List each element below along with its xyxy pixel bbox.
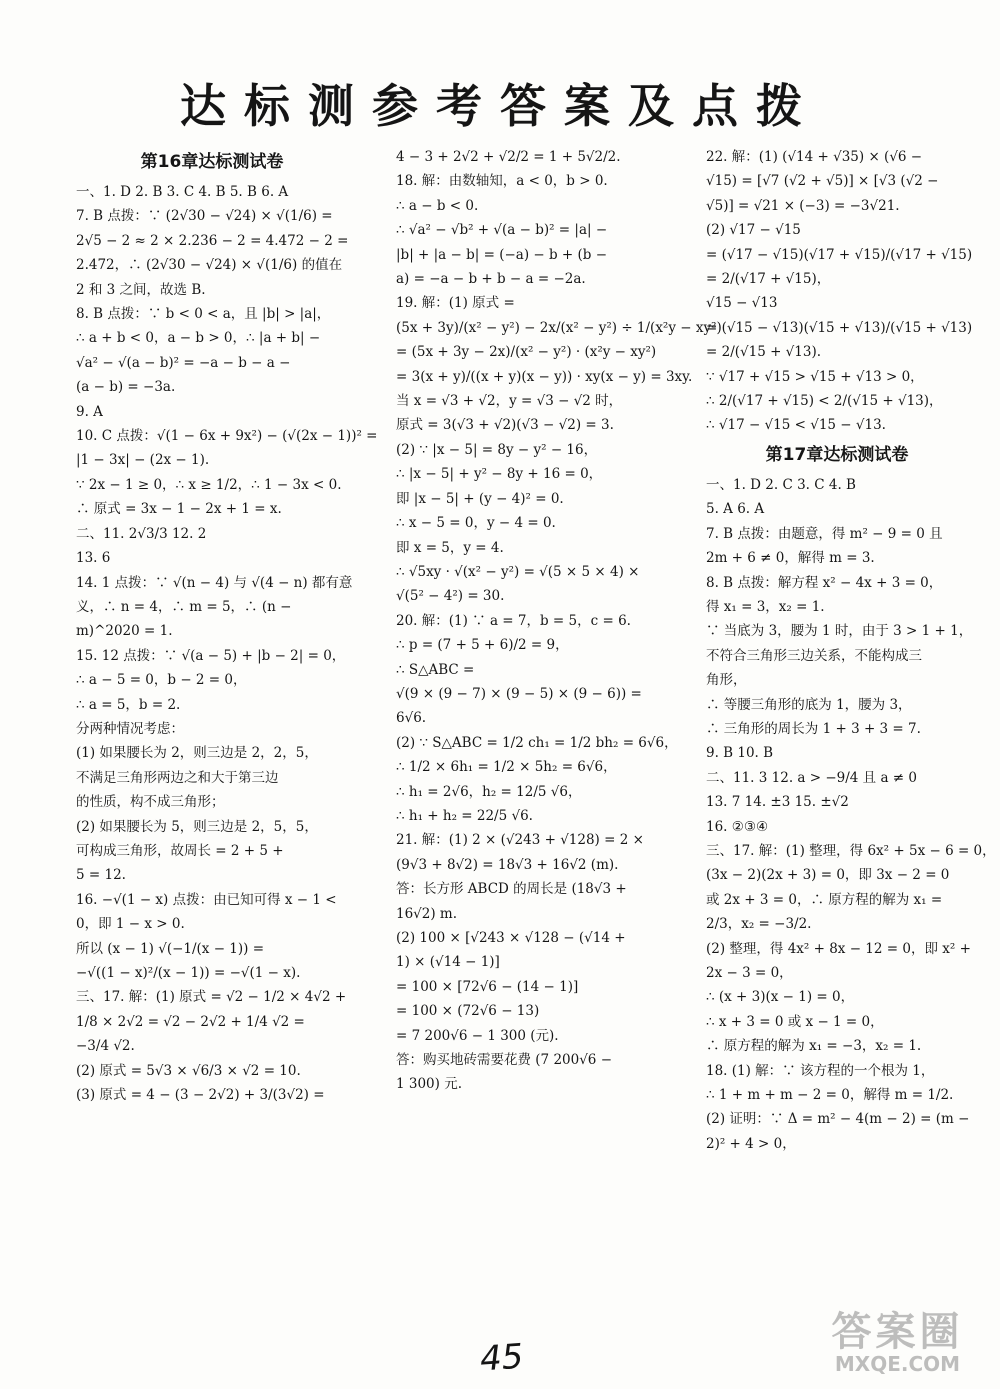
answer-line: √15 − √13 [706, 295, 778, 312]
answer-line: 答：购买地砖需要花费 (7 200√6 − [396, 1052, 612, 1069]
answer-line: |b| + |a − b| = (−a) − b + (b − [396, 246, 608, 263]
answer-line: ∴ h₁ = 2√6，h₂ = 12/5 √6， [396, 783, 582, 800]
answer-line: 8. B 点拨：∵ b < 0 < a，且 |b| > |a|， [76, 306, 331, 323]
answer-line: 可构成三角形，故周长 = 2 + 5 + [76, 842, 284, 859]
answer-line: ∵ 2x − 1 ≥ 0，∴ x ≥ 1/2，∴ 1 − 3x < 0. [76, 476, 342, 493]
answer-line: ∴ 原式 = 3x − 1 − 2x + 1 = x. [76, 501, 282, 518]
answer-line: m)^2020 = 1. [76, 623, 173, 640]
answer-line: ∴ 三角形的周长为 1 + 3 + 3 = 7. [706, 720, 921, 737]
answer-line: 1) × (√14 − 1)] [396, 954, 500, 971]
answer-line: 2√5 − 2 ≈ 2 × 2.236 − 2 = 4.472 − 2 = [76, 232, 349, 249]
answer-line: ∴ 2/(√17 + √15) < 2/(√15 + √13)， [706, 393, 943, 410]
answer-line: 2/3，x₂ = −3/2. [706, 916, 812, 933]
answer-line: 14. 1 点拨：∵ √(n − 4) 与 √(4 − n) 都有意 [76, 574, 353, 591]
answer-line: 5 = 12. [76, 867, 126, 884]
answer-line: = (√15 − √13)(√15 + √13)/(√15 + √13) [706, 319, 973, 336]
answer-line: 20. 解：(1) ∵ a = 7，b = 5，c = 6. [396, 612, 631, 629]
answer-line: = 100 × (72√6 − 13) [396, 1003, 540, 1020]
answer-line: 不满足三角形两边之和大于第三边 [76, 769, 279, 786]
answer-line: 即 |x − 5| + (y − 4)² = 0. [396, 490, 564, 507]
answer-line: 6√6. [396, 710, 427, 727]
answer-line: 或 2x + 3 = 0，∴ 原方程的解为 x₁ = [706, 891, 943, 908]
answer-line: 一、1. D 2. C 3. C 4. B [706, 476, 856, 493]
answer-line: 19. 解：(1) 原式 = [396, 295, 515, 312]
answer-line: 22. 解：(1) (√14 + √35) × (√6 − [706, 149, 923, 165]
page-number: 45 [478, 1336, 525, 1380]
answer-line: 1 300) 元. [396, 1076, 462, 1093]
answer-line: (1) 如果腰长为 2，则三边是 2，2，5， [76, 745, 318, 762]
answer-line: 答：长方形 ABCD 的周长是 (18√3 + [396, 881, 627, 898]
answer-line: 16. ②③④ [706, 818, 769, 835]
answer-line: 二、11. 3 12. a > −9/4 且 a ≠ 0 [706, 769, 917, 786]
answer-line: ∵ √17 + √15 > √15 + √13 > 0， [706, 368, 924, 385]
answer-line: ∴ 1/2 × 6h₁ = 1/2 × 5h₂ = 6√6， [396, 759, 617, 776]
answer-line: (2) ∵ S△ABC = 1/2 ch₁ = 1/2 bh₂ = 6√6， [396, 734, 678, 751]
answer-line: 2x − 3 = 0， [706, 965, 793, 981]
answer-line: 10. C 点拨：√(1 − 6x + 9x²) − (√(2x − 1))² = [76, 428, 378, 445]
answer-line: 9. A [76, 403, 103, 420]
answer-line: (a − b) = −3a. [76, 379, 176, 396]
answer-line: (2) √17 − √15 [706, 222, 801, 239]
answer-line: 分两种情况考虑： [76, 720, 184, 737]
answer-line: ∴ √a² − √b² + √(a − b)² = |a| − [396, 222, 608, 239]
answer-line: (2) 原式 = 5√3 × √6/3 × √2 = 10. [76, 1062, 301, 1079]
answer-line: ∴ 原方程的解为 x₁ = −3，x₂ = 1. [706, 1038, 922, 1055]
answer-line: 7. B 点拨：由题意，得 m² − 9 = 0 且 [706, 525, 943, 542]
answer-line: 18. 解：由数轴知，a < 0，b > 0. [396, 173, 608, 190]
answer-line: ∴ 1 + m + m − 2 = 0，解得 m = 1/2. [706, 1087, 954, 1104]
answer-line: 所以 (x − 1) √(−1/(x − 1)) = [76, 940, 265, 957]
answer-line: 16√2) m. [396, 905, 458, 922]
answer-line: (3) 原式 = 4 − (3 − 2√2) + 3/(3√2) = [76, 1087, 325, 1104]
answer-line: ∴ h₁ + h₂ = 22/5 √6. [396, 807, 533, 824]
answer-line: = (√17 − √15)(√17 + √15)/(√17 + √15) [706, 246, 973, 263]
answer-line: = 2/(√15 + √13). [706, 344, 822, 361]
answer-line: (2) 整理，得 4x² + 8x − 12 = 0，即 x² + [706, 940, 971, 957]
section-heading: 第17章达标测试卷 [765, 444, 909, 465]
answer-line: √(9 × (9 − 7) × (9 − 5) × (9 − 6)) = [396, 685, 642, 702]
answer-line: 13. 7 14. ±3 15. ±√2 [706, 794, 849, 811]
answer-line: ∴ a − 5 = 0，b − 2 = 0， [76, 672, 247, 689]
answer-line: √a² − √(a − b)² = −a − b − a − [76, 354, 291, 371]
answer-line: 13. 6 [76, 550, 111, 567]
answer-line: 的性质，构不成三角形； [76, 794, 225, 811]
answer-line: = (5x + 3y − 2x)/(x² − y²) · (x²y − xy²) [396, 344, 657, 361]
answer-line: ∴ |x − 5| + y² − 8y + 16 = 0， [396, 466, 603, 483]
answer-line: = 2/(√17 + √15)， [706, 271, 831, 288]
answer-line: ∴ a − b < 0. [396, 197, 479, 214]
answer-line: ∴ √5xy · √(x² − y²) = √(5 × 5 × 4) × [396, 563, 640, 580]
answer-line: ∴ S△ABC = [396, 661, 475, 678]
answer-line: (2) 证明：∵ Δ = m² − 4(m − 2) = (m − [706, 1111, 970, 1128]
answer-line: ∴ a + b < 0，a − b > 0，∴ |a + b| − [76, 330, 321, 347]
answer-line: ∴ (x + 3)(x − 1) = 0， [706, 989, 855, 1006]
answer-line: 角形， [706, 672, 747, 689]
answer-column-1 [76, 145, 378, 1107]
answer-line: ∵ 当底为 3，腰为 1 时，由于 3 > 1 + 1， [706, 623, 973, 640]
answer-line: = 100 × [72√6 − (14 − 1)] [396, 978, 579, 995]
answer-line: 义，∴ n = 4，∴ m = 5，∴ (n − [76, 598, 292, 615]
answer-line: = 3(x + y)/((x + y)(x − y)) · xy(x − y) = 3xy. [396, 368, 693, 385]
answer-line: 0，即 1 − x > 0. [76, 916, 185, 933]
section-heading: 第16章达标测试卷 [140, 152, 284, 172]
answer-line: (9√3 + 8√2) = 18√3 + 16√2 (m). [396, 856, 619, 873]
answer-line: 2m + 6 ≠ 0，解得 m = 3. [706, 550, 875, 567]
answer-line: 当 x = √3 + √2，y = √3 − √2 时， [396, 393, 623, 410]
answer-line: (2) 100 × [√243 × √128 − (√14 + [396, 930, 626, 946]
answer-line: 2 和 3 之间，故选 B. [76, 281, 206, 298]
answer-line: 15. 12 点拨：∵ √(a − 5) + |b − 2| = 0， [76, 647, 346, 664]
answer-line: 三、17. 解：(1) 原式 = √2 − 1/2 × 4√2 + [76, 989, 347, 1006]
answer-line: (5x + 3y)/(x² − y²) − 2x/(x² − y²) ÷ 1/(x²y − xy²) [396, 319, 722, 336]
answer-line: 4 − 3 + 2√2 + √2/2 = 1 + 5√2/2. [396, 149, 621, 165]
answer-line: ∴ x + 3 = 0 或 x − 1 = 0， [706, 1013, 884, 1030]
answer-line: a) = −a − b + b − a = −2a. [396, 271, 586, 288]
answer-line: 2.472，∴ (2√30 − √24) × √(1/6) 的值在 [76, 257, 343, 274]
answer-line: 原式 = 3(√3 + √2)(√3 − √2) = 3. [396, 417, 614, 434]
answer-line: (3x − 2)(2x + 3) = 0，即 3x − 2 = 0 [706, 867, 950, 884]
answer-line: 8. B 点拨：解方程 x² − 4x + 3 = 0， [706, 574, 943, 591]
answer-line: 不符合三角形三边关系，不能构成三 [706, 647, 922, 664]
answer-line: √15) = [√7 (√2 + √5)] × [√3 (√2 − [706, 173, 939, 190]
answer-line: 16. −√(1 − x) 点拨：由已知可得 x − 1 < [76, 891, 337, 908]
answer-line: 得 x₁ = 3，x₂ = 1. [706, 598, 825, 615]
answer-line: −3/4 √2. [76, 1038, 135, 1055]
page-title: 达标测参考答案及点拨 [180, 79, 820, 133]
watermark-text: 答案圈 [831, 1309, 964, 1355]
answer-line: ∴ x − 5 = 0，y − 4 = 0. [396, 515, 556, 532]
answer-line: ∴ a = 5，b = 2. [76, 696, 181, 713]
answer-line: (2) 如果腰长为 5，则三边是 2，5，5， [76, 818, 318, 835]
answer-line: 7. B 点拨：∵ (2√30 − √24) × √(1/6) = [76, 208, 333, 225]
answer-line: 5. A 6. A [706, 501, 765, 518]
answer-line: 9. B 10. B [706, 745, 774, 762]
answer-line: 三、17. 解：(1) 整理，得 6x² + 5x − 6 = 0， [706, 842, 996, 859]
watermark-logo [810, 1300, 985, 1380]
answer-line: √(5² − 4²) = 30. [396, 588, 505, 605]
answer-column-3 [706, 145, 996, 1156]
answer-line: 21. 解：(1) 2 × (√243 + √128) = 2 × [396, 832, 644, 849]
answer-line: 二、11. 2√3/3 12. 2 [76, 525, 207, 542]
answer-line: = 7 200√6 − 1 300 (元). [396, 1027, 559, 1044]
answer-line: −√((1 − x)²/(x − 1)) = −√(1 − x). [76, 965, 301, 981]
answer-line: 一、1. D 2. B 3. C 4. B 5. B 6. A [76, 184, 289, 200]
answer-line: √5)] = √21 × (−3) = −3√21. [706, 197, 900, 214]
answer-line: 1/8 × 2√2 = √2 − 2√2 + 1/4 √2 = [76, 1013, 305, 1030]
answer-column-2 [396, 145, 722, 1097]
answer-line: ∴ p = (7 + 5 + 6)/2 = 9， [396, 637, 569, 654]
watermark-site: MXQE.COM [834, 1352, 961, 1376]
answer-line: (2) ∵ |x − 5| = 8y − y² − 16， [396, 441, 598, 458]
answer-line: 即 x = 5，y = 4. [396, 539, 504, 556]
answer-line: 2)² + 4 > 0， [706, 1135, 796, 1152]
answer-line: |1 − 3x| − (2x − 1). [76, 452, 210, 469]
answer-line: ∴ 等腰三角形的底为 1，腰为 3， [706, 696, 912, 713]
answer-line: 18. (1) 解：∵ 该方程的一个根为 1， [706, 1062, 935, 1079]
answer-line: ∴ √17 − √15 < √15 − √13. [706, 417, 886, 434]
